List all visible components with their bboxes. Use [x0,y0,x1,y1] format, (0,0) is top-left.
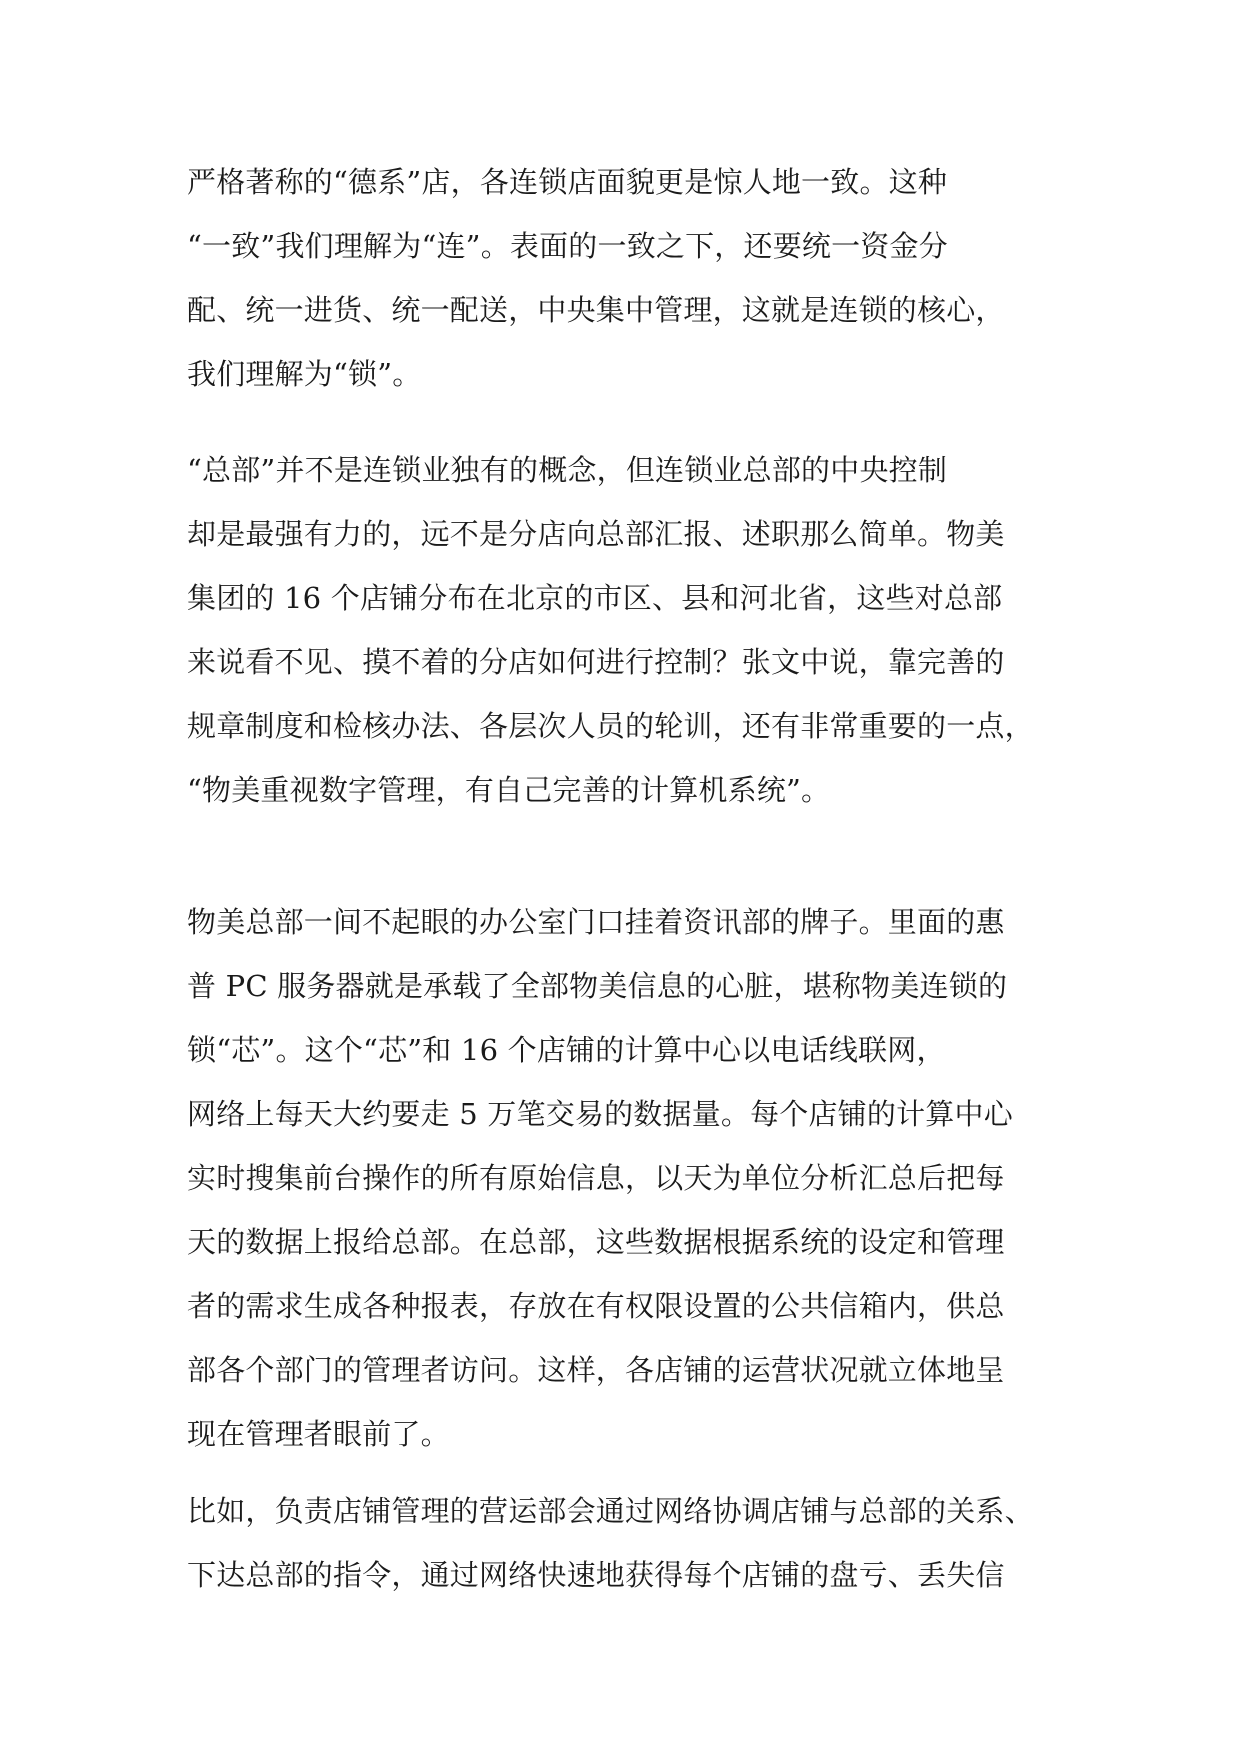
text-line: 实时搜集前台操作的所有原始信息，以天为单位分析汇总后把每 [187,1161,1005,1195]
text-line: “总部”并不是连锁业独有的概念，但连锁业总部的中央控制 [187,453,948,487]
text-line: 规章制度和检核办法、各层次人员的轮训，还有非常重要的一点， [187,709,1034,743]
text-line: 锁“芯”。这个“芯”和 16 个店铺的计算中心以电话线联网， [187,1033,946,1067]
text-line: 天的数据上报给总部。在总部，这些数据根据系统的设定和管理 [187,1225,1005,1259]
text-line: 物美总部一间不起眼的办公室门口挂着资讯部的牌子。里面的惠 [187,905,1005,939]
text-line: “物美重视数字管理，有自己完善的计算机系统”。 [187,773,831,807]
text-line: “一致”我们理解为“连”。表面的一致之下，还要统一资金分 [187,229,948,263]
text-line: 网络上每天大约要走 5 万笔交易的数据量。每个店铺的计算中心 [187,1097,1013,1131]
text-line: 普 PC 服务器就是承载了全部物美信息的心脏，堪称物美连锁的 [187,969,1008,1003]
paragraph-2 [187,438,1067,822]
text-line: 来说看不见、摸不着的分店如何进行控制？张文中说，靠完善的 [187,645,1005,679]
text-line: 下达总部的指令，通过网络快速地获得每个店铺的盘亏、丢失信 [187,1558,1005,1592]
text-line: 我们理解为“锁”。 [187,357,422,391]
text-line: 集团的 16 个店铺分布在北京的市区、县和河北省，这些对总部 [187,581,1003,615]
text-line: 却是最强有力的，远不是分店向总部汇报、述职那么简单。物美 [187,517,1005,551]
text-line: 者的需求生成各种报表，存放在有权限设置的公共信箱内，供总 [187,1289,1005,1323]
paragraph-3 [187,890,1067,1466]
text-line: 部各个部门的管理者访问。这样，各店铺的运营状况就立体地呈 [187,1353,1005,1387]
paragraph-1 [187,150,1067,406]
text-line: 配、统一进货、统一配送，中央集中管理，这就是连锁的核心， [187,293,1005,327]
text-line: 现在管理者眼前了。 [187,1417,450,1451]
text-line: 严格著称的“德系”店，各连锁店面貌更是惊人地一致。这种 [187,165,948,199]
text-line: 比如，负责店铺管理的营运部会通过网络协调店铺与总部的关系、 [187,1494,1034,1528]
paragraph-4 [187,1479,1067,1607]
